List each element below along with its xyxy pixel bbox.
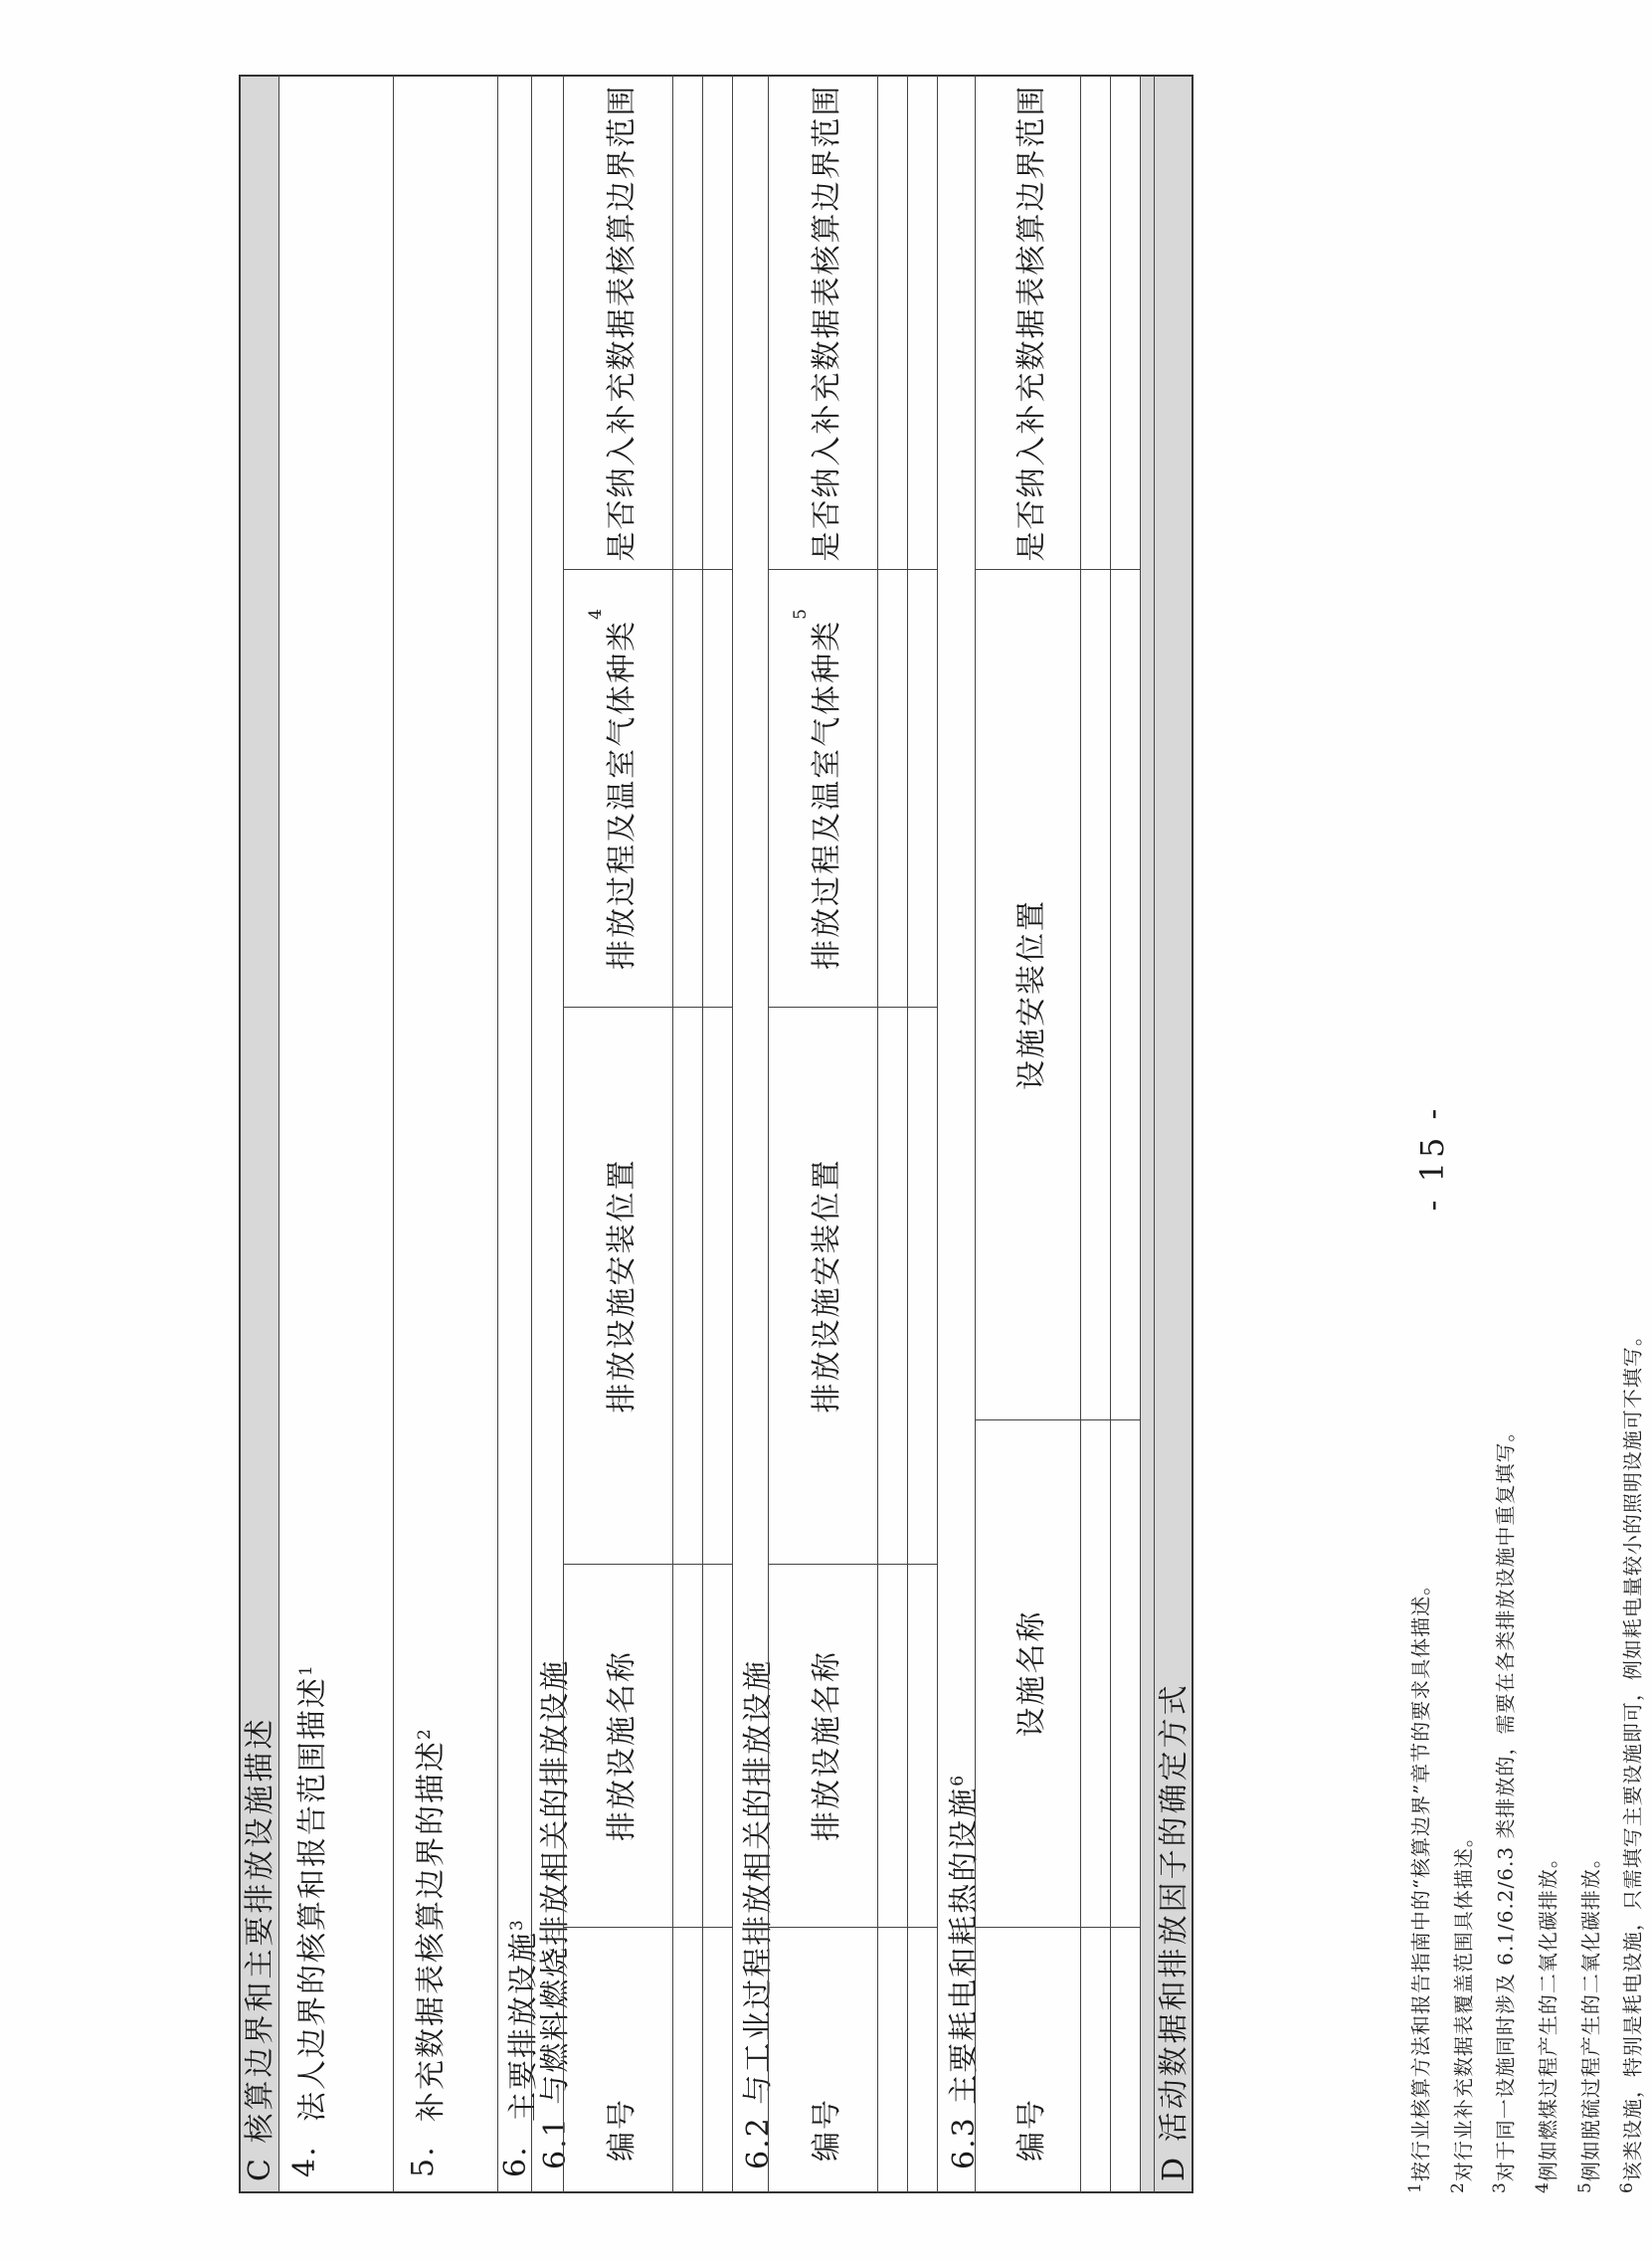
col-header-gas-type	[769, 570, 877, 1008]
footnote-marker: 3	[1490, 2181, 1511, 2193]
item-6-row	[497, 75, 541, 2193]
gas-type-footnote-ref: 5	[791, 607, 811, 620]
table-row	[702, 75, 732, 2193]
footnote-1	[1397, 1325, 1440, 2193]
col-header-in-scope: 是否纳入补充数据表核算边界范围	[564, 77, 672, 570]
item-6-number: 6.	[498, 2145, 533, 2177]
footnote-text: 按行业核算方法和报告指南中的“核算边界”章节的要求具体描述。	[1408, 1574, 1433, 2182]
col-header-number: 编号	[604, 2098, 640, 2162]
footnote-6	[1609, 1325, 1652, 2193]
col-header-install-location: 排放设施安装位置	[769, 1008, 877, 1565]
col-header-facility-name: 排放设施名称	[564, 1565, 672, 1928]
subsection-6-2-header-row	[768, 75, 877, 2193]
item-5-label	[406, 1727, 450, 2122]
footnote-marker: 1	[1405, 2181, 1425, 2193]
footnote-marker: 4	[1532, 2181, 1553, 2193]
section-d-title: D 活动数据和排放因子的确定方式	[1157, 1682, 1192, 2181]
footnote-2	[1440, 1325, 1483, 2193]
col-header-gas-type-text: 排放过程及温室气体种类	[604, 619, 640, 970]
subsection-6-1-title-row	[531, 75, 573, 2193]
rotated-form-page	[239, 65, 1645, 2193]
page-number: - 15 -	[1413, 1104, 1451, 1212]
col-header-facility-name: 设施名称	[976, 1420, 1080, 1928]
footnote-text: 例如脱硫过程产生的二氧化碳排放。	[1578, 1847, 1603, 2182]
table-row	[877, 75, 907, 2193]
table-row	[672, 75, 702, 2193]
section-divider	[1140, 75, 1154, 2193]
gas-type-footnote-ref: 4	[586, 607, 606, 620]
footnote-3	[1482, 1325, 1525, 2193]
section-d-header	[1154, 75, 1193, 2193]
footnote-4	[1525, 1325, 1567, 2193]
item-5-label-text: 补充数据表核算边界的描述	[414, 1740, 449, 2122]
footnote-marker: 2	[1447, 2181, 1468, 2193]
item-4-label-text: 法人边界的核算和报告范围描述	[295, 1676, 330, 2122]
section-c-title: C 核算边界和主要排放设施描述	[243, 1716, 277, 2181]
item-5-footnote-ref: 2	[415, 1727, 435, 1740]
col-header-in-scope: 是否纳入补充数据表核算边界范围	[769, 77, 877, 570]
item-4-row	[278, 75, 393, 2193]
col-header-facility-name: 排放设施名称	[769, 1565, 877, 1928]
col-header-install-location: 排放设施安装位置	[564, 1008, 672, 1565]
col-header-gas-type-text: 排放过程及温室气体种类	[809, 619, 844, 970]
item-6-footnote-ref: 3	[507, 1918, 527, 1931]
boundary-form-table	[239, 75, 1193, 2193]
footnote-text: 对行业补充数据表覆盖范围具体描述。	[1451, 1826, 1476, 2182]
col-header-number: 编号	[809, 2098, 844, 2162]
subsection-6-1-title: 6.1 与燃料燃烧排放相关的排放设施	[538, 1658, 573, 2169]
item-6-label-text: 主要排放设施	[506, 1931, 541, 2122]
footnote-5	[1567, 1325, 1610, 2193]
item-4-label	[287, 1663, 331, 2122]
footnote-marker: 5	[1574, 2181, 1595, 2193]
section-c-header	[239, 75, 278, 2193]
subsection-6-1-header-row	[563, 75, 672, 2193]
subsection-6-3-header-row	[975, 75, 1080, 2193]
col-header-gas-type	[564, 570, 672, 1008]
item-4-number: 4.	[287, 2145, 322, 2177]
table-row	[1080, 75, 1110, 2193]
col-header-install-location: 设施安装位置	[976, 570, 1080, 1420]
item-5-row	[393, 75, 497, 2193]
subsection-6-3-title-row	[937, 75, 982, 2193]
table-row	[1110, 75, 1140, 2193]
footnote-text: 该类设施，特别是耗电设施，只需填写主要设施即可，例如耗电量较小的照明设施可不填写。	[1620, 1325, 1645, 2182]
item-5-number: 5.	[406, 2145, 441, 2177]
subsection-6-2-title-row	[732, 75, 776, 2193]
footnotes	[1397, 1325, 1652, 2193]
col-header-number: 编号	[1013, 2098, 1049, 2162]
subsection-6-3-title-text: 6.3 主要耗电和耗热的设施	[947, 1786, 982, 2169]
footnote-text: 例如燃煤过程产生的二氧化碳排放。	[1536, 1847, 1560, 2182]
subsection-6-3-footnote-ref: 6	[948, 1773, 968, 1787]
page-number-wrap	[1392, 1089, 1452, 1228]
item-4-footnote-ref: 1	[296, 1663, 316, 1676]
table-row	[907, 75, 937, 2193]
footnote-marker: 6	[1617, 2181, 1638, 2193]
subsection-6-2-title: 6.2 与工业过程排放相关的排放设施	[741, 1658, 776, 2169]
footnote-text: 对于同一设施同时涉及 6.1/6.2/6.3 类排放的，需要在各类排放设施中重复填写。	[1493, 1420, 1518, 2182]
col-header-in-scope: 是否纳入补充数据表核算边界范围	[976, 77, 1080, 570]
